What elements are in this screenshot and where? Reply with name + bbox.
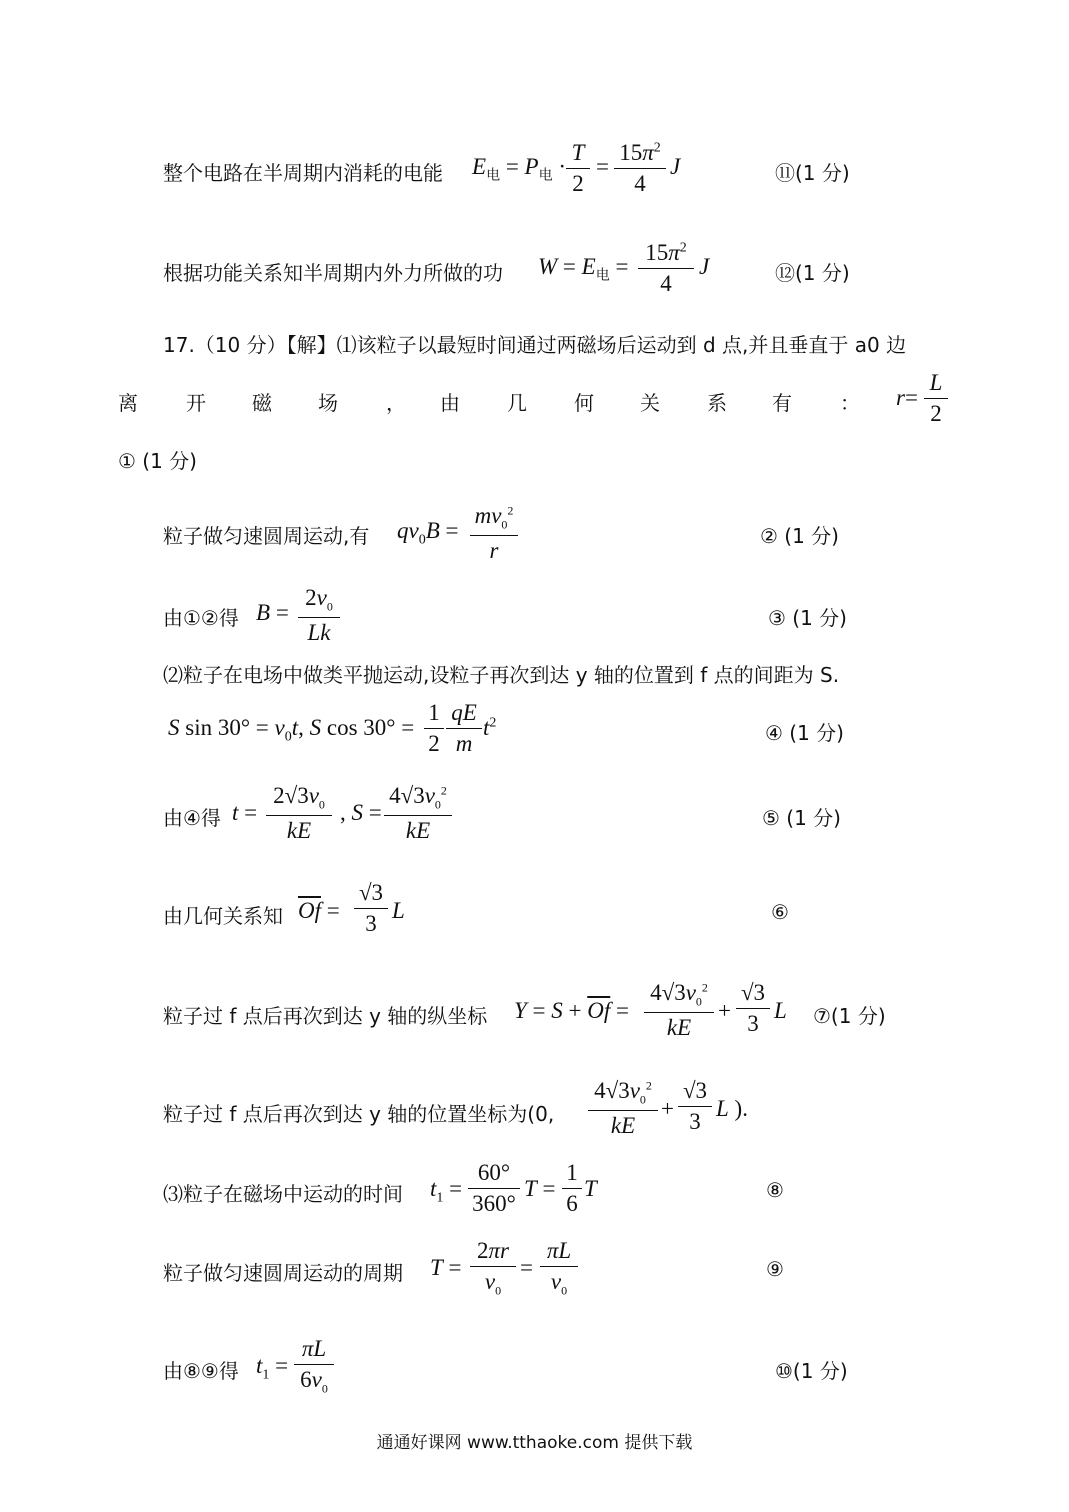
frac-pil-6v0: πL $6v_0$ [294, 1336, 334, 1397]
frac-pil-v0: πL $v_0$ [540, 1238, 578, 1299]
spread-char-6: 由 [440, 391, 460, 415]
spread-char-8: 何 [574, 391, 594, 415]
mark-6: ⑥ [771, 900, 789, 924]
line-t-s-result: 由④得 [163, 806, 221, 830]
frac-1-6: 1 6 [562, 1160, 582, 1217]
formula-s: , S = [340, 800, 382, 825]
eq-sign: = [596, 154, 609, 179]
mark-8: ⑧ [766, 1178, 784, 1202]
spread-char-3: 磁 [252, 391, 272, 415]
line-energy-text: 整个电路在半周期内消耗的电能 [163, 161, 443, 185]
line-work-text: 根据功能关系知半周期内外力所做的功 [163, 261, 503, 285]
spread-char-9: 关 [640, 391, 660, 415]
formula-t: t = [232, 800, 258, 825]
frac-15pi2-4b: $15\pi^2$ 4 [638, 240, 694, 297]
formula-t1: $t_1$ = [430, 1176, 463, 1206]
spread-char-4: 场 [318, 391, 338, 415]
frac-sqrt3-3: √3 3 [354, 880, 388, 937]
formula-t1-result: $t_1$ = [256, 1353, 289, 1383]
t-squared: $t^2$ [483, 715, 497, 740]
line-of-length: 由几何关系知 [163, 904, 283, 928]
spread-char-2: 开 [186, 391, 206, 415]
frac-sqrt3-3-c: √3 3 [678, 1078, 712, 1135]
formula-y: $Y = S + \overline{Of}$ = [514, 998, 629, 1023]
frac-1-2: 1 2 [424, 700, 444, 757]
part-3-heading: ⑶粒子在磁场中运动的时间 [163, 1182, 403, 1206]
formula-period: T = [430, 1255, 462, 1280]
frac-2v0-lk: $2v_0$ Lk [298, 585, 340, 646]
spread-char-7: 几 [507, 391, 527, 415]
part-2-heading: ⑵粒子在电场中做类平抛运动,设粒子再次到达 y 轴的位置到 f 点的间距为 S. [163, 663, 840, 687]
frac-qe-m: qE m [446, 700, 482, 757]
page-footer: 通通好课网 www.tthaoke.com 提供下载 [376, 1433, 693, 1453]
line-b-result: 由①②得 [163, 606, 239, 630]
frac-4sqrt3v02-ke: $4√3v_0^2$ kE [384, 783, 452, 844]
var-l: L [392, 898, 405, 923]
problem-17-heading: 17.（10 分）【解】⑴该粒子以最短时间通过两磁场后运动到 d 点,并且垂直于 a0 边 [163, 333, 907, 357]
mark-3: ③ (1 分) [768, 606, 847, 630]
mark-4: ④ (1 分) [765, 721, 844, 745]
line-t1-result: 由⑧⑨得 [163, 1359, 239, 1383]
var-t: T [584, 1176, 597, 1201]
formula-b: B = [256, 600, 289, 625]
formula-r: r= [896, 385, 918, 410]
mark-12: ⑫(1 分) [775, 261, 850, 285]
formula-t-eq: T = [524, 1176, 556, 1201]
formula-qvb: $qv_0B$ = [397, 518, 459, 548]
close-paren: L ). [716, 1096, 748, 1121]
frac-60-360: 60° 360° [468, 1160, 520, 1217]
mark-11: ⑪(1 分) [775, 161, 850, 185]
frac-2sqrt3v0-ke: $2√3v_0$ kE [266, 783, 332, 844]
formula-projectile: S $\sin 30^\circ = v_0t$, S cos 30° = [168, 715, 415, 745]
spread-char-10: 系 [707, 391, 727, 415]
spread-char-11: 有 [772, 391, 792, 415]
frac-4sqrt3v02-ke-b: $4√3v_0^2$ kE [644, 980, 714, 1041]
unit-j-2: J [699, 254, 710, 279]
frac-sqrt3-3-b: √3 3 [736, 980, 770, 1037]
line-period: 粒子做匀速圆周运动的周期 [163, 1261, 403, 1285]
unit-j: J [670, 154, 681, 179]
frac-4sqrt3v02-ke-c: $4√3v_0^2$ kE [588, 1078, 658, 1139]
spread-char-5: ， [386, 391, 406, 415]
plus-sign-2: + [661, 1096, 674, 1121]
frac-l-2: L 2 [924, 370, 948, 427]
formula-of: $\overline{Of}$ = [298, 898, 340, 923]
mark-5: ⑤ (1 分) [762, 806, 841, 830]
frac-15pi2-4: $15\pi^2$ 4 [614, 140, 666, 197]
mark-7: ⑦(1 分) [813, 1004, 886, 1028]
eq-sign-2: = [520, 1255, 533, 1280]
frac-2pir-v0: 2πr $v_0$ [470, 1238, 516, 1299]
mark-2: ② (1 分) [760, 524, 839, 548]
var-l-2: L [774, 998, 787, 1023]
plus-sign: + [718, 998, 731, 1023]
spread-char-1: 离 [118, 391, 138, 415]
line-circular-motion: 粒子做匀速圆周运动,有 [163, 524, 370, 548]
line-position-coordinate: 粒子过 f 点后再次到达 y 轴的位置坐标为(0, [163, 1102, 555, 1126]
mark-10: ⑩(1 分) [775, 1359, 848, 1383]
formula-work: $W = E_电$ = [538, 254, 629, 284]
spread-char-12: ： [840, 391, 860, 415]
formula-energy: $E_电 = P_电$ · [472, 154, 567, 184]
mark-1: ① (1 分) [118, 449, 197, 473]
line-y-coordinate: 粒子过 f 点后再次到达 y 轴的纵坐标 [163, 1004, 488, 1028]
frac-mv2-r: $mv_0^2$ r [470, 503, 518, 564]
mark-9: ⑨ [766, 1257, 784, 1281]
frac-t-over-2: T 2 [566, 140, 590, 197]
